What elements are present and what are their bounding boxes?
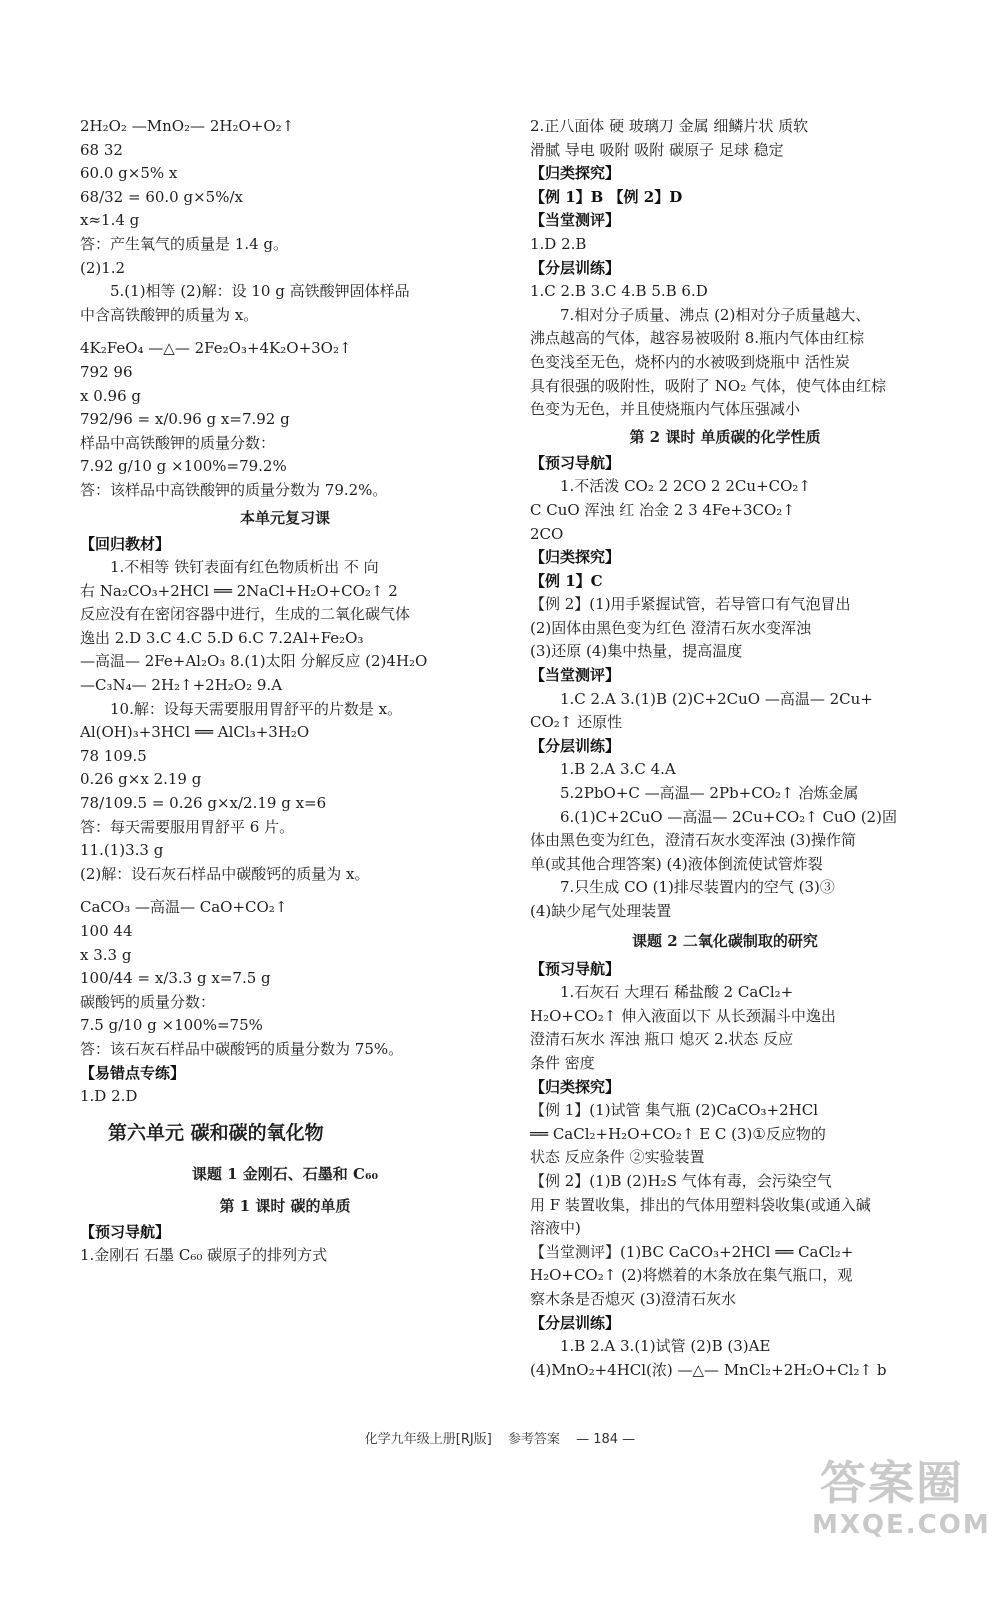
answer-line: 色变浅至无色，烧杯内的水被吸到烧瓶中 活性炭 [530, 352, 850, 371]
answer-line: 澄清石灰水 浑浊 瓶口 熄灭 2.状态 反应 [530, 1030, 794, 1049]
footer-section: 参考答案 [507, 1432, 560, 1447]
answer-line: 6.(1)C+2CuO —高温— 2Cu+CO₂↑ CuO (2)固 [560, 807, 897, 826]
section-heading: 本单元复习课 [239, 508, 330, 527]
answer-line: x≈1.4 g [80, 211, 140, 230]
section-label: 【分层训练】 [530, 1313, 621, 1332]
section-heading: 第 2 课时 单质碳的化学性质 [629, 427, 821, 446]
section-heading: 课题 1 金刚石、石墨和 C₆₀ [191, 1164, 379, 1183]
answer-line: 1.B 2.A 3.(1)试管 (2)B (3)AE [560, 1337, 771, 1356]
answer-line: ══ CaCl₂+H₂O+CO₂↑ E C (3)①反应物的 [530, 1124, 826, 1143]
answer-line: —高温— 2Fe+Al₂O₃ 8.(1)太阳 分解反应 (2)4H₂O [80, 652, 428, 671]
answer-line: 100/44 = x/3.3 g x=7.5 g [80, 969, 271, 988]
section-label: 【分层训练】 [530, 258, 621, 277]
answer-line: 7.92 g/10 g ×100%=79.2% [80, 457, 287, 476]
answer-line: x 0.96 g [80, 386, 141, 405]
section-heading: 第六单元 碳和碳的氧化物 [108, 1121, 324, 1144]
answer-line: 60.0 g×5% x [80, 164, 178, 183]
answer-line: 反应没有在密闭容器中进行，生成的二氧化碳气体 [80, 605, 411, 624]
answer-line: (2)固体由黑色变为红色 澄清石灰水变浑浊 [530, 618, 812, 637]
answer-line: 逸出 2.D 3.C 4.C 5.D 6.C 7.2Al+Fe₂O₃ [80, 628, 364, 647]
section-label: 【易错点专练】 [80, 1063, 186, 1082]
answer-line: 沸点越高的气体，越容易被吸附 8.瓶内气体由红棕 [530, 329, 865, 348]
answer-line: 答：每天需要服用胃舒平 6 片。 [80, 817, 295, 836]
answer-line: 样品中高铁酸钾的质量分数： [80, 433, 276, 452]
answer-line: (4)缺少尾气处理装置 [530, 902, 672, 920]
answer-line: 答：该石灰石样品中碳酸钙的质量分数为 75%。 [80, 1039, 404, 1058]
watermark-url: MXQE.COM [812, 1510, 991, 1540]
answer-line: (2)1.2 [80, 258, 126, 277]
answer-line: 10.解：设每天需要服用胃舒平的片数是 x。 [110, 699, 403, 718]
answer-line: —C₃N₄— 2H₂↑+2H₂O₂ 9.A [80, 676, 283, 695]
answer-line: 1.金刚石 石墨 C₆₀ 碳原子的排列方式 [80, 1246, 328, 1265]
answer-line: 察木条是否熄灭 (3)澄清石灰水 [530, 1289, 737, 1308]
right-column [530, 115, 920, 1382]
section-label: 【分层训练】 [530, 736, 621, 755]
answer-line: 78/109.5 = 0.26 g×x/2.19 g x=6 [80, 794, 327, 813]
answer-line: 1.B 2.A 3.C 4.A [560, 760, 676, 779]
answer-line: 右 Na₂CO₃+2HCl ══ 2NaCl+H₂O+CO₂↑ 2 [80, 581, 398, 600]
answer-line: 【例 1】(1)试管 集气瓶 (2)CaCO₃+2HCl [530, 1101, 819, 1120]
left-column [80, 115, 490, 1268]
answer-line: 2CO [530, 524, 564, 543]
answer-line: 状态 反应条件 ②实验装置 [530, 1148, 705, 1167]
answer-line: Al(OH)₃+3HCl ══ AlCl₃+3H₂O [80, 723, 310, 742]
answer-line: 具有很强的吸附性，吸附了 NO₂ 气体，使气体由红棕 [530, 376, 886, 395]
section-label: 【当堂测评】 [530, 666, 621, 685]
answer-line: H₂O+CO₂↑ (2)将燃着的木条放在集气瓶口，观 [530, 1266, 853, 1285]
answer-line: 792 96 [80, 362, 133, 381]
answer-line: 单(或其他合理答案) (4)液体倒流使试管炸裂 [530, 854, 823, 873]
section-label: 【预习导航】 [530, 453, 621, 472]
answer-line: 7.只生成 CO (1)排尽装置内的空气 (3)③ [560, 878, 835, 897]
answer-line: 4K₂FeO₄ —△— 2Fe₂O₃+4K₂O+3O₂↑ [80, 339, 352, 358]
page-footer [0, 1428, 1000, 1447]
answer-line: x 3.3 g [80, 945, 132, 964]
section-heading: 第 1 课时 碳的单质 [219, 1196, 351, 1215]
section-label: 【归类探究】 [530, 1077, 621, 1096]
answer-line: 2H₂O₂ —MnO₂— 2H₂O+O₂↑ [80, 117, 295, 135]
section-label: 【预习导航】 [530, 959, 621, 978]
answer-line: 用 F 装置收集，排出的气体用塑料袋收集(或通入碱 [530, 1195, 871, 1214]
answer-line: 100 44 [80, 922, 133, 940]
answer-line: (4)MnO₂+4HCl(浓) —△— MnCl₂+2H₂O+Cl₂↑ b [530, 1360, 887, 1379]
answer-line: CO₂↑ 还原性 [530, 713, 623, 732]
answer-line: 1.不活泼 CO₂ 2 2CO 2 2Cu+CO₂↑ [560, 477, 811, 496]
answer-line: 11.(1)3.3 g [80, 841, 164, 860]
answer-line: 78 109.5 [80, 746, 147, 765]
section-label: 【例 1】C [530, 571, 603, 590]
answer-line: (3)还原 (4)集中热量，提高温度 [530, 642, 743, 661]
watermark-logo-text: 答案圈 [820, 1456, 964, 1510]
section-heading: 课题 2 二氧化碳制取的研究 [632, 931, 818, 950]
answer-line: 色变为无色，并且使烧瓶内气体压强减小 [530, 400, 801, 419]
answer-line: 碳酸钙的质量分数： [80, 992, 216, 1011]
answer-line: 5.(1)相等 (2)解：设 10 g 高铁酸钾固体样品 [110, 282, 410, 301]
section-label: 【预习导航】 [80, 1222, 171, 1241]
answer-line: 792/96 = x/0.96 g x=7.92 g [80, 410, 290, 429]
answer-line: 中含高铁酸钾的质量为 x。 [80, 305, 259, 324]
answer-line: 体由黑色变为红色，澄清石灰水变浑浊 (3)操作简 [530, 831, 857, 850]
answer-line: 条件 密度 [530, 1053, 595, 1072]
footer-book-title: 化学九年级上册[RJ版] [364, 1432, 492, 1447]
footer-page-number: — 184 — [576, 1432, 636, 1447]
answer-line: 0.26 g×x 2.19 g [80, 770, 202, 789]
answer-line: 7.5 g/10 g ×100%=75% [80, 1016, 263, 1035]
answer-line: H₂O+CO₂↑ 伸入液面以下 从长颈漏斗中逸出 [530, 1006, 836, 1025]
answer-line: 1.石灰石 大理石 稀盐酸 2 CaCl₂+ [560, 983, 794, 1002]
section-label: 【归类探究】 [530, 548, 621, 567]
answer-line: (2)解：设石灰石样品中碳酸钙的质量为 x。 [80, 864, 370, 883]
spacer [80, 886, 490, 896]
answer-line: CaCO₃ —高温— CaO+CO₂↑ [80, 898, 288, 917]
answer-line: 2.正八面体 硬 玻璃刀 金属 细鳞片状 质软 [530, 117, 809, 135]
answer-line: 【例 2】(1)B (2)H₂S 气体有毒，会污染空气 [530, 1171, 832, 1190]
answer-line: C CuO 浑浊 红 冶金 2 3 4Fe+3CO₂↑ [530, 500, 795, 519]
answer-line: 【当堂测评】(1)BC CaCO₃+2HCl ══ CaCl₂+ [530, 1242, 854, 1261]
answer-line: 1.D 2.B [530, 234, 587, 253]
answer-line: 答：该样品中高铁酸钾的质量分数为 79.2%。 [80, 480, 388, 499]
answer-line: 1.D 2.D [80, 1087, 138, 1106]
section-label: 【当堂测评】 [530, 211, 621, 230]
answer-line: 7.相对分子质量、沸点 (2)相对分子质量越大、 [560, 305, 871, 324]
answer-line: 溶液中) [530, 1219, 581, 1238]
answer-line: 1.不相等 铁钉表面有红色物质析出 不 向 [110, 558, 379, 577]
answer-line: 1.C 2.A 3.(1)B (2)C+2CuO —高温— 2Cu+ [560, 689, 873, 708]
answer-line: 68 32 [80, 140, 123, 159]
answer-line: 68/32 = 60.0 g×5%/x [80, 187, 243, 206]
answer-line: 【例 2】(1)用手紧握试管，若导管口有气泡冒出 [530, 595, 851, 614]
site-watermark [812, 1456, 991, 1568]
answer-line: 5.2PbO+C —高温— 2Pb+CO₂↑ 冶炼金属 [560, 784, 859, 803]
section-label: 【回归教材】 [80, 534, 171, 553]
answer-line: 答：产生氧气的质量是 1.4 g。 [80, 234, 288, 253]
section-label: 【例 1】B 【例 2】D [530, 187, 683, 206]
answer-line: 滑腻 导电 吸附 吸附 碳原子 足球 稳定 [530, 140, 784, 159]
answer-line: 1.C 2.B 3.C 4.B 5.B 6.D [530, 282, 708, 301]
section-label: 【归类探究】 [530, 164, 621, 183]
spacer [80, 327, 490, 337]
